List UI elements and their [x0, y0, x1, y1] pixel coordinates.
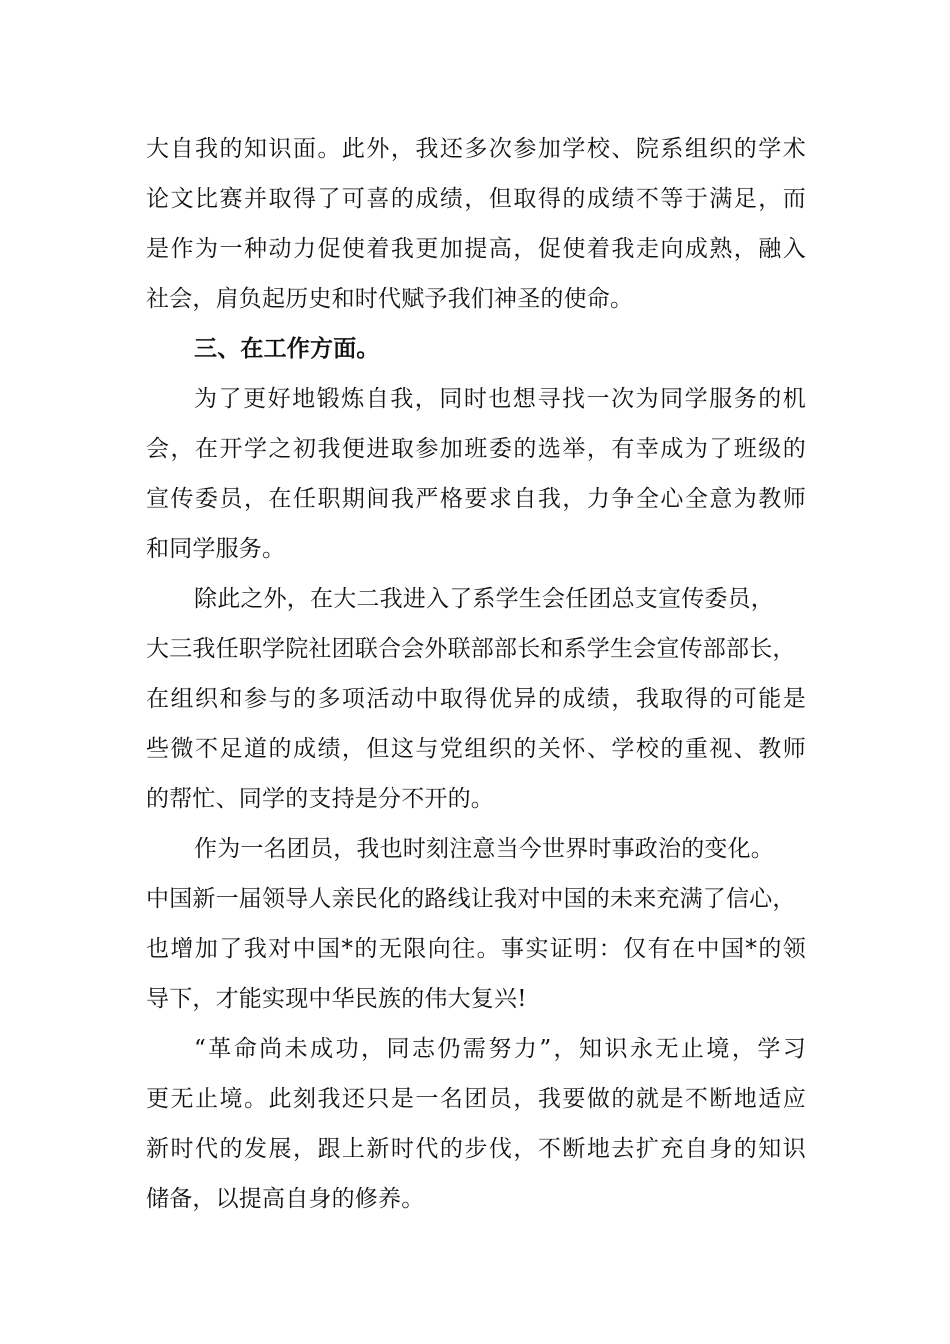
- text-line: 也增加了我对中国*的无限向往。事实证明：仅有在中国*的领: [146, 936, 806, 962]
- section-heading: 三、在工作方面。: [194, 335, 380, 362]
- text-line: 宣传委员，在任职期间我严格要求自我，力争全心全意为教师: [146, 486, 806, 512]
- document-page: [146, 124, 806, 1224]
- paragraph-first-line: 除此之外，在大二我进入了系学生会任团总支宣传委员，: [194, 586, 774, 612]
- text-line: 和同学服务。: [146, 536, 286, 562]
- text-line: 社会，肩负起历史和时代赋予我们神圣的使命。: [146, 286, 634, 312]
- text-line: 是作为一种动力促使着我更加提高，促使着我走向成熟，融入: [146, 236, 806, 262]
- text-line: 论文比赛并取得了可喜的成绩，但取得的成绩不等于满足，而: [146, 186, 806, 212]
- paragraph-first-line: “革命尚未成功，同志仍需努力”，知识永无止境，学习: [194, 1036, 806, 1062]
- text-line: 的帮忙、同学的支持是分不开的。: [146, 786, 494, 812]
- text-line: 大三我任职学院社团联合会外联部部长和系学生会宣传部部长，: [146, 636, 796, 662]
- text-line: 中国新一届领导人亲民化的路线让我对中国的未来充满了信心，: [146, 886, 796, 912]
- text-line: 会，在开学之初我便进取参加班委的选举，有幸成为了班级的: [146, 436, 806, 462]
- paragraph-first-line: 作为一名团员，我也时刻注意当今世界时事政治的变化。: [194, 836, 774, 862]
- text-line: 新时代的发展，跟上新时代的步伐，不断地去扩充自身的知识: [146, 1136, 806, 1162]
- paragraph-first-line: 为了更好地锻炼自我，同时也想寻找一次为同学服务的机: [194, 386, 806, 412]
- text-line: 导下，才能实现中华民族的伟大复兴!: [146, 986, 527, 1012]
- text-line: 更无止境。此刻我还只是一名团员，我要做的就是不断地适应: [146, 1086, 806, 1112]
- text-line: 大自我的知识面。此外，我还多次参加学校、院系组织的学术: [146, 136, 806, 162]
- text-line: 些微不足道的成绩，但这与党组织的关怀、学校的重视、教师: [146, 736, 806, 762]
- text-line: 在组织和参与的多项活动中取得优异的成绩，我取得的可能是: [146, 686, 806, 712]
- text-line: 储备，以提高自身的修养。: [146, 1186, 425, 1212]
